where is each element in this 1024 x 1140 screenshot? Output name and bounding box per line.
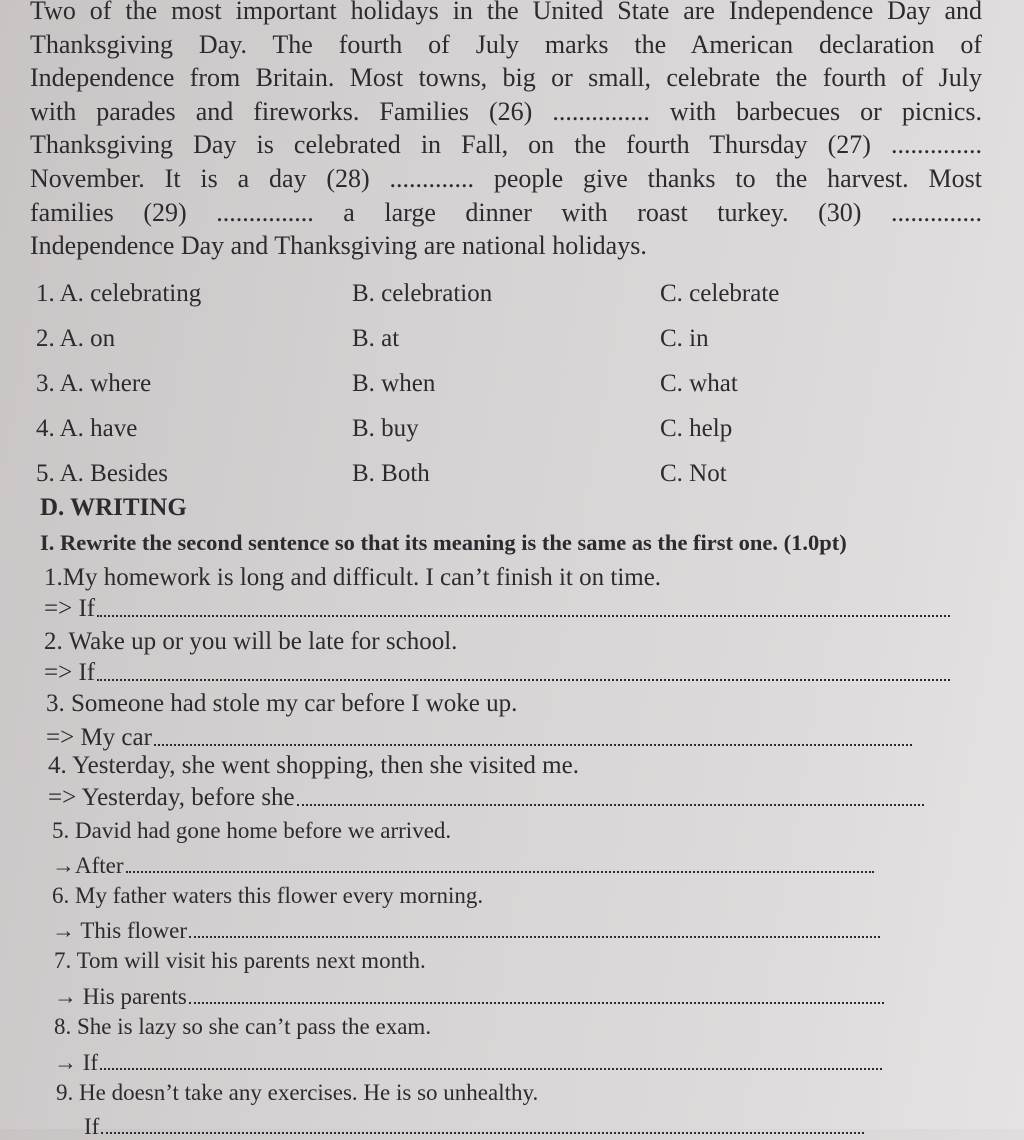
exercise-sentence: 1.My homework is long and difficult. I can’t finish it on time.	[44, 564, 662, 591]
answer-line[interactable]	[44, 595, 950, 623]
choice-row	[36, 415, 996, 455]
answer-line[interactable]	[54, 1050, 882, 1076]
exercise-sentence: 2. Wake up or you will be late for school.	[44, 628, 458, 655]
option-b: B. when	[352, 370, 436, 397]
exercise-sentence: 3. Someone had stole my car before I woke up.	[46, 690, 518, 717]
option-a: 3. A. where	[36, 370, 152, 397]
passage-line: with parades and fireworks. Families (26) ............... with barbecues or picnics.	[30, 96, 982, 126]
option-a: 1. A. celebrating	[36, 280, 202, 307]
dotted-blank[interactable]	[97, 614, 950, 617]
answer-prefix: If	[84, 1114, 100, 1139]
passage-line: Thanksgiving Day is celebrated in Fall, on the fourth Thursday (27) ..............	[30, 130, 982, 160]
answer-line[interactable]	[44, 659, 950, 687]
option-c: C. celebrate	[660, 280, 780, 307]
cloze-passage	[30, 0, 982, 263]
answer-prefix: → If	[54, 1050, 99, 1075]
option-a: 2. A. on	[36, 325, 116, 352]
answer-prefix: → His parents	[54, 984, 187, 1009]
exercise-sentence: 9. He doesn’t take any exercises. He is so unhealthy.	[56, 1080, 539, 1105]
exercise-sentence: 5. David had gone home before we arrived.	[52, 818, 452, 843]
option-b: B. buy	[352, 415, 419, 442]
section-title: D. WRITING	[40, 494, 187, 521]
option-c: C. Not	[660, 460, 727, 487]
dotted-blank[interactable]	[101, 1131, 864, 1134]
passage-line: November. It is a day (28) ............. people give thanks to the harvest. Most	[30, 163, 982, 193]
option-a: 5. A. Besides	[36, 460, 168, 487]
option-b: B. celebration	[352, 280, 493, 307]
dotted-blank[interactable]	[97, 678, 950, 681]
dotted-blank[interactable]	[297, 803, 924, 806]
choice-row	[36, 325, 996, 365]
exercise-sentence: 4. Yesterday, she went shopping, then she visited me.	[48, 752, 579, 779]
option-c: C. help	[660, 415, 733, 442]
option-a: 4. A. have	[36, 415, 138, 442]
choice-row	[36, 370, 996, 410]
exercise-sentence: 6. My father waters this flower every morning.	[52, 883, 484, 908]
answer-line[interactable]	[52, 918, 880, 944]
option-b: B. at	[352, 325, 400, 352]
option-c: C. in	[660, 325, 709, 352]
dotted-blank[interactable]	[189, 935, 880, 938]
answer-line[interactable]	[54, 984, 884, 1010]
choice-row	[36, 280, 996, 320]
answer-line[interactable]	[52, 853, 874, 879]
passage-line: families (29) ............... a large dinner with roast turkey. (30) ..............	[30, 197, 982, 227]
passage-line: Independence from Britain. Most towns, big or small, celebrate the fourth of July	[30, 63, 982, 93]
exercise-sentence: 7. Tom will visit his parents next month.	[54, 948, 426, 973]
dotted-blank[interactable]	[100, 1067, 882, 1070]
instruction-text: I. Rewrite the second sentence so that its meaning is the same as the first one. (1.0pt)	[40, 530, 847, 555]
dotted-blank[interactable]	[126, 870, 874, 873]
option-c: C. what	[660, 370, 738, 397]
answer-prefix: => If	[44, 595, 96, 622]
passage-line: Two of the most important holidays in the United State are Independence Day and	[30, 0, 982, 25]
answer-prefix: => Yesterday, before she	[48, 784, 295, 811]
answer-prefix: => If	[44, 659, 96, 686]
answer-prefix: →After	[52, 853, 124, 878]
answer-line[interactable]	[48, 784, 924, 812]
passage-line: Thanksgiving Day. The fourth of July marks the American declaration of	[30, 29, 982, 59]
answer-prefix: → This flower	[52, 918, 188, 943]
dotted-blank[interactable]	[189, 1001, 884, 1004]
passage-line: Independence Day and Thanksgiving are national holidays.	[30, 231, 647, 261]
answer-prefix: => My car	[46, 724, 152, 751]
option-b: B. Both	[352, 460, 430, 487]
dotted-blank[interactable]	[154, 743, 912, 746]
answer-line[interactable]	[46, 724, 912, 752]
exercise-sentence: 8. She is lazy so she can’t pass the exam.	[54, 1014, 432, 1039]
answer-line[interactable]	[84, 1114, 864, 1140]
